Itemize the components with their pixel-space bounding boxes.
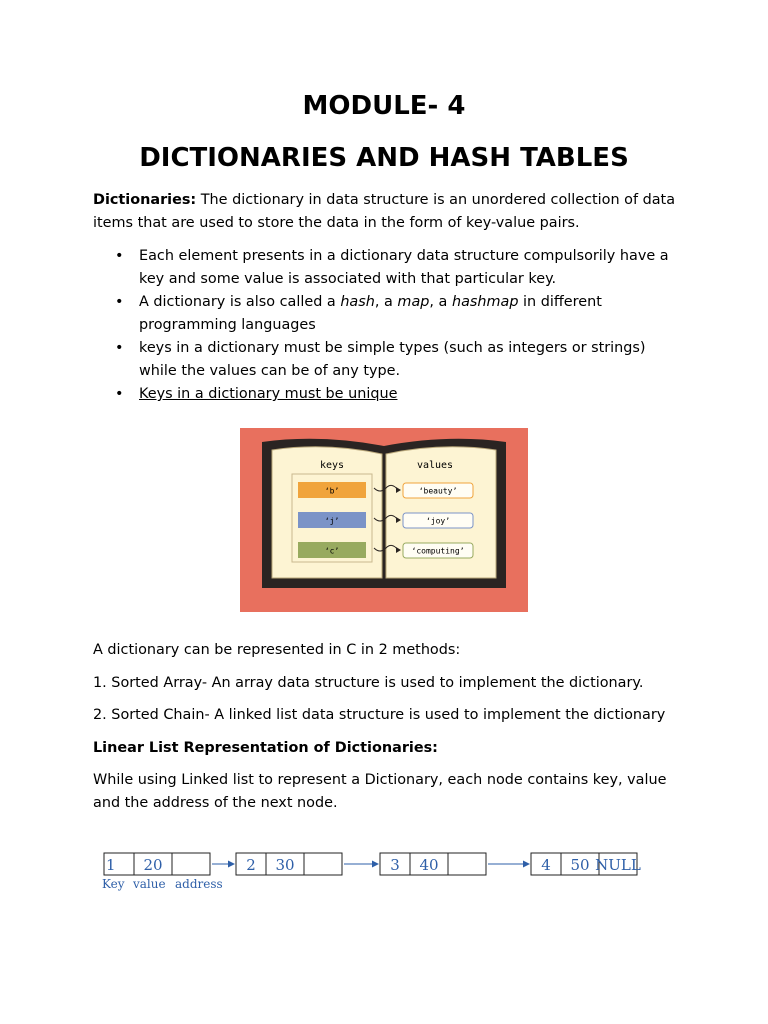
node-value-cell-text: 40: [419, 856, 439, 874]
bullet-text-suffix: in different programming languages: [139, 294, 602, 333]
node-address-cell: [304, 853, 342, 875]
linked-list-nodes: [104, 853, 641, 875]
bullet-text-prefix: A dictionary is also called a: [139, 294, 341, 310]
node-key-cell-text: 1: [106, 856, 116, 874]
intro-paragraph: [93, 189, 683, 235]
dictionary-book-illustration: [240, 428, 528, 612]
bullet-icon: •: [115, 340, 124, 356]
methods-intro: A dictionary can be represented in C in 2 methods:: [93, 642, 461, 658]
key-label: ‘b’: [324, 486, 340, 496]
term-hashmap: hashmap: [451, 294, 519, 310]
key-label: ‘j’: [324, 516, 340, 526]
value-label: ‘computing’: [411, 546, 465, 556]
intro-label: Dictionaries:: [93, 192, 197, 208]
term-hash: hash: [340, 294, 375, 310]
bullet-icon: •: [115, 294, 124, 310]
node-key-cell-text: 4: [541, 856, 551, 874]
caption-key: Key: [102, 877, 125, 891]
separator: , a: [429, 294, 452, 310]
node-value-cell-text: 30: [275, 856, 295, 874]
bullet-icon: •: [115, 248, 124, 264]
list-node: [104, 853, 234, 875]
feature-list: [93, 245, 683, 406]
list-node: [236, 853, 378, 875]
module-title: MODULE- 4: [302, 91, 466, 121]
values-header: values: [416, 460, 454, 471]
value-label: ‘joy’: [425, 516, 451, 526]
method-sorted-chain: 2. Sorted Chain- A linked list data structure is used to implement the dictionary: [93, 707, 666, 723]
method-sorted-array: 1. Sorted Array- An array data structure is used to implement the dictionary.: [93, 675, 644, 691]
bullet-text-underlined: Keys in a dictionary must be unique: [139, 386, 398, 402]
caption-value: value: [133, 877, 166, 891]
linked-list-diagram: [98, 846, 668, 896]
node-value-cell-text: 20: [143, 856, 163, 874]
list-item: [93, 337, 683, 383]
caption-address: address: [175, 877, 223, 891]
list-node: [380, 853, 529, 875]
bullet-text: keys in a dictionary must be simple types (such as integers or strings) while the values can be of any type.: [139, 340, 646, 379]
list-item: [93, 291, 683, 337]
keys-header: keys: [319, 460, 345, 471]
list-node: [531, 853, 641, 875]
node-address-cell-text: NULL: [595, 856, 641, 874]
separator: , a: [374, 294, 398, 310]
intro-text: The dictionary in data structure is an unordered collection of data items that are used to store the data in the form of key-value pairs.: [93, 192, 676, 231]
linear-list-text: While using Linked list to represent a Dictionary, each node contains key, value and the address of the next node.: [93, 772, 667, 811]
node-address-cell: [172, 853, 210, 875]
list-item: [93, 245, 683, 291]
node-address-cell: [448, 853, 486, 875]
value-label: ‘beauty’: [418, 486, 458, 496]
list-item: [93, 383, 683, 406]
bullet-text: Each element presents in a dictionary data structure compulsorily have a key and some value is associated with that particular key.: [139, 248, 669, 287]
term-map: map: [397, 294, 430, 310]
topic-title: DICTIONARIES AND HASH TABLES: [139, 143, 629, 173]
key-label: ‘c’: [324, 546, 340, 556]
node-value-cell-text: 50: [570, 856, 590, 874]
node-key-cell-text: 2: [246, 856, 256, 874]
node-key-cell-text: 3: [390, 856, 400, 874]
linear-list-heading: Linear List Representation of Dictionaries:: [93, 740, 438, 756]
bullet-icon: •: [115, 386, 124, 402]
